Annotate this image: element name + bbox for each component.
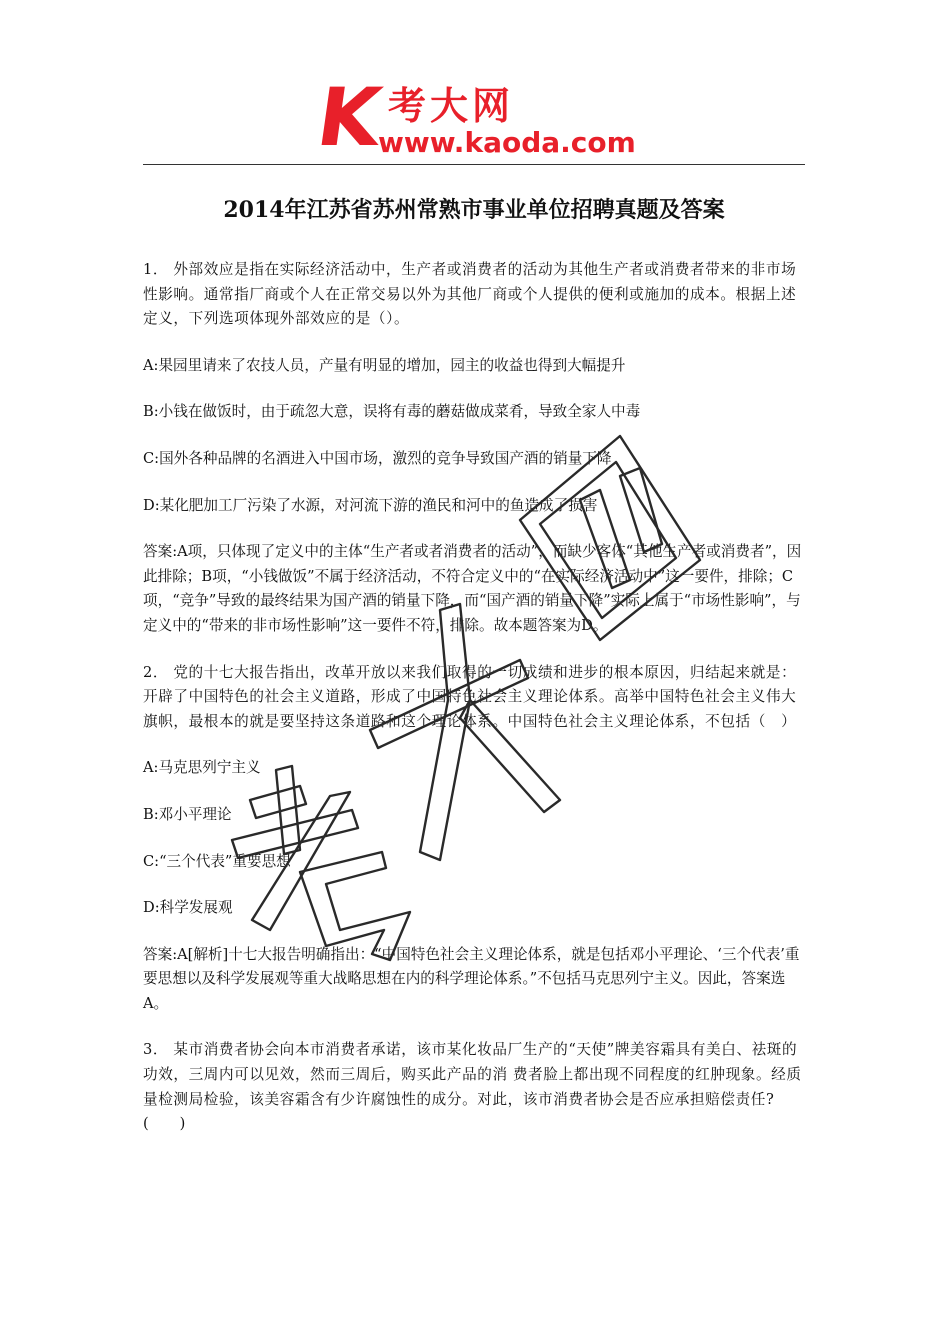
document-title: 2014年江苏省苏州常熟市事业单位招聘真题及答案 — [223, 197, 725, 223]
document-body — [143, 258, 808, 1159]
logo-k-icon: K — [311, 71, 387, 164]
question-2-stem: 2． 党的十七大报告指出，改革开放以来我们取得的一切成绩和进步的根本原因，归结起来就是：开辟了中国特色的社会主义道路，形成了中国特色社会主义理论体系。高举中国特色社会主义伟大旗帜，最根本的就是要坚持这条道路和这个理论体系。中国特色社会主义理论体系，不包括（ ） — [143, 663, 797, 730]
question-1-stem: 1． 外部效应是指在实际经济活动中，生产者或消费者的活动为其他生产者或消费者带来的非市场性影响。通常指厂商或个人在正常交易以外为其他厂商或个人提供的便利或施加的成本。根据上述定义，下列选项体现外部效应的是（）。 — [143, 261, 797, 328]
question-3-stem: 3． 某市消费者协会向本市消费者承诺，该市某化妆品厂生产的“天使”牌美容霜具有美白、祛斑的功效，三周内可以见效，然而三周后，购买此产品的消 费者脸上都出现不同程度的红肿现象。经质量检测局检验，该美容霜含有少许腐蚀性的成分。对此，该市消费者协会是否应承担赔偿责任?( ) — [143, 1041, 802, 1133]
site-logo — [311, 71, 638, 164]
question-2-option-c: C:“三个代表”重要思想 — [143, 852, 291, 870]
logo-brand-name: 考大网 — [388, 84, 515, 128]
question-1-answer: 答案:A项，只体现了定义中的主体“生产者或者消费者的活动”，而缺少客体“其他生产者或消费者”，因此排除；B项，“小钱做饭”不属于经济活动，不符合定义中的“在实际经济活动中”这一要件，排除；C项，“竞争”导致的最终结果为国产酒的销量下降，而“国产酒的销量下降”实际上属于“市场性影响”，与定义中的“带来的非市场性影响”这一要件不符，排除。故本题答案为D。 — [143, 543, 802, 634]
header-divider — [143, 164, 805, 165]
question-2-option-b: B:邓小平理论 — [143, 805, 232, 823]
question-1-option-b: B:小钱在做饭时，由于疏忽大意，误将有毒的蘑菇做成菜肴，导致全家人中毒 — [143, 403, 641, 421]
question-2-option-a: A:马克思列宁主义 — [143, 759, 261, 777]
logo-brand-url: www.kaoda.com — [378, 126, 636, 159]
question-1-option-a: A:果园里请来了农技人员，产量有明显的增加，园主的收益也得到大幅提升 — [143, 356, 626, 374]
question-1-option-d: D:某化肥加工厂污染了水源，对河流下游的渔民和河中的鱼造成了损害 — [143, 496, 598, 514]
question-1-option-c: C:国外各种品牌的名酒进入中国市场，激烈的竞争导致国产酒的销量下降 — [143, 449, 612, 467]
question-2-option-d: D:科学发展观 — [143, 899, 233, 917]
question-2-answer: 答案:A[解析]十七大报告明确指出：“中国特色社会主义理论体系，就是包括邓小平理论、‘三个代表’重要思想以及科学发展观等重大战略思想在内的科学理论体系。”不包括马克思列宁主义。因此，答案选A。 — [143, 945, 800, 1012]
